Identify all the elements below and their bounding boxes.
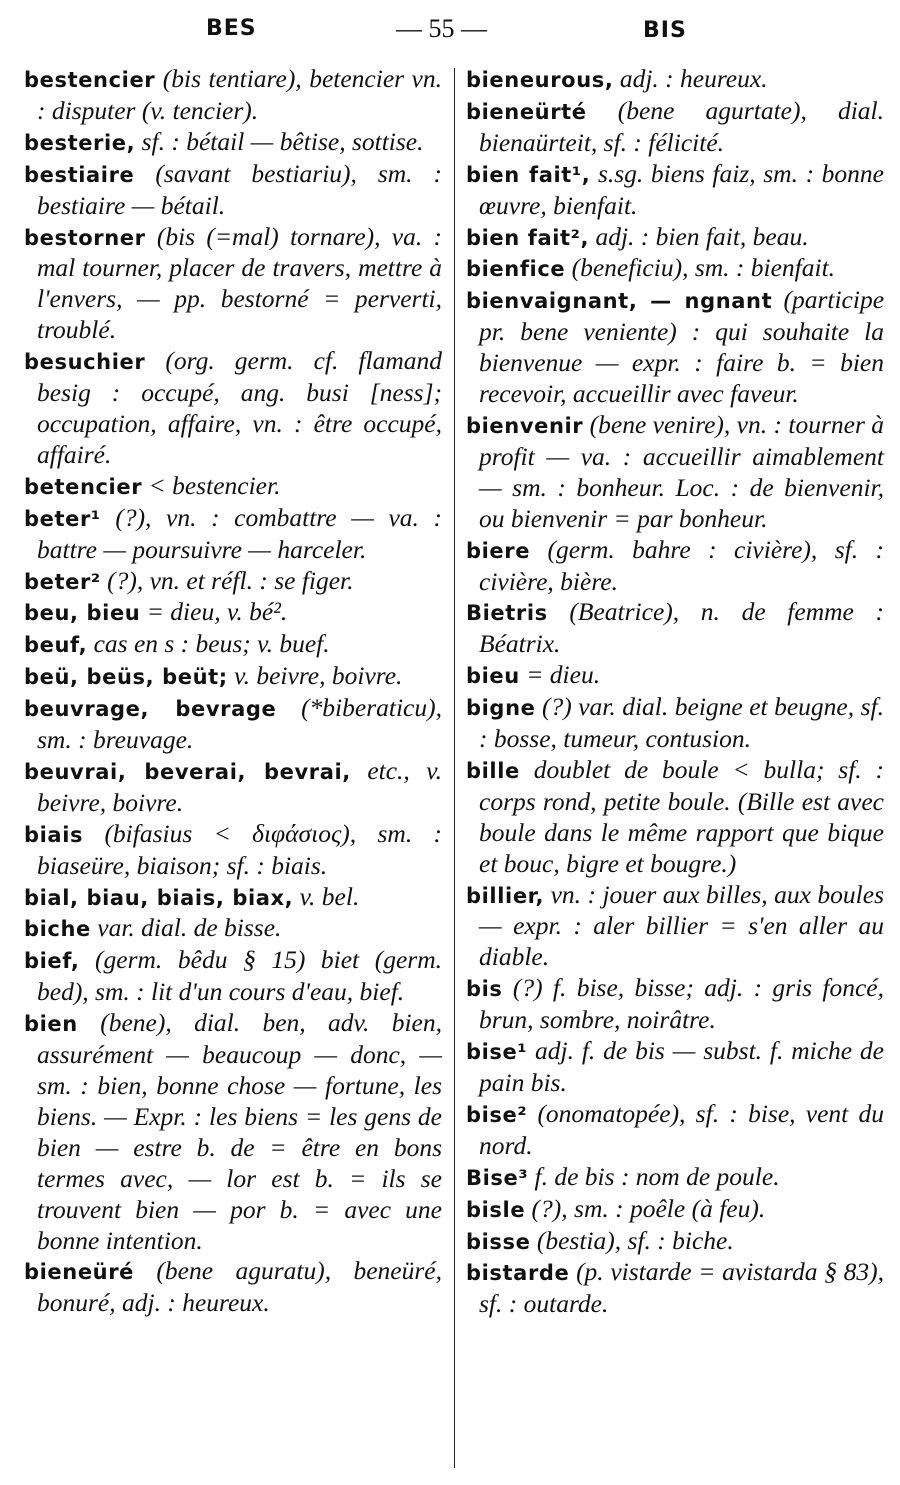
definition: (p. vistarde = avistarda § 83), sf. : outarde. <box>479 1257 884 1319</box>
headword: bise² <box>466 1102 528 1127</box>
dictionary-entry <box>24 882 442 914</box>
definition: (bene venire), vn. : tourner à profit — va. : accueillir aimablement — sm. : bonheur. Loc. : de bienvenir, ou bienvenir = par bonheur. <box>479 409 885 533</box>
dictionary-entry <box>466 96 884 159</box>
definition: adj. : bien fait, beau. <box>595 221 809 251</box>
headword: billier, <box>466 883 545 908</box>
definition: etc., v. beivre, boivre. <box>37 755 442 817</box>
definition: var. dial. de bisse. <box>97 913 282 943</box>
headword: bieu <box>466 664 520 689</box>
headword: bis <box>466 977 503 1002</box>
definition: vn. : jouer aux billes, aux boules — expr. : aler billier = s'en aller au diable. <box>479 879 884 972</box>
dictionary-entry <box>466 597 884 660</box>
headword: beu, bieu <box>24 601 141 626</box>
headword: bieneurous, <box>466 68 614 92</box>
dictionary-entry <box>466 535 884 598</box>
definition: sf. : bétail — bêtise, sottise. <box>141 126 424 156</box>
dictionary-entry <box>24 756 442 819</box>
dictionary-entry <box>24 566 442 598</box>
dictionary-entry <box>466 222 884 254</box>
definition: (savant bestiariu), sm. : bestiaire — bétail. <box>37 158 443 220</box>
dictionary-entry <box>24 1008 442 1256</box>
definition: s.sg. biens faiz, sm. : bonne œuvre, bienfait. <box>479 158 885 220</box>
definition: v. beivre, boivre. <box>234 661 403 691</box>
headword: bial, biau, biais, biax, <box>24 885 294 910</box>
left-column <box>24 64 442 1319</box>
headword: biche <box>24 917 91 942</box>
definition: (onomatopée), sf. : bise, vent du nord. <box>479 1098 885 1160</box>
headword: betencier <box>24 474 143 499</box>
dictionary-entry <box>466 1257 884 1320</box>
headword: beter¹ <box>24 506 101 531</box>
dictionary-entry <box>466 973 884 1036</box>
headword: bien <box>24 1012 78 1037</box>
page-number: — 55 — <box>396 14 487 43</box>
dictionary-entry <box>466 1162 884 1194</box>
headword: bien fait², <box>466 225 590 250</box>
headword: beü, beüs, beüt; <box>24 665 228 690</box>
dictionary-entry <box>466 692 884 755</box>
headword: bisse <box>466 1229 531 1254</box>
dictionary-entry <box>466 880 884 974</box>
dictionary-entry <box>466 1099 884 1162</box>
headword: beuvrage, bevrage <box>24 697 277 722</box>
definition: (bene agurtate), dial. bienaürteit, sf. : félicité. <box>479 95 885 157</box>
definition: = dieu. <box>526 660 601 690</box>
headword: bienvaignant, — ngnant <box>466 289 773 314</box>
definition: = dieu, v. bé². <box>146 597 288 627</box>
headword: beuf, <box>24 633 88 658</box>
dictionary-entry <box>24 913 442 945</box>
dictionary-entry <box>24 346 442 471</box>
definition: (?), vn. : combattre — va. : battre — poursuivre — harceler. <box>37 502 443 564</box>
headword: bieneürté <box>466 99 587 124</box>
dictionary-entry <box>24 471 442 503</box>
headword: bienfice <box>466 257 566 282</box>
definition: doublet de boule < bulla; sf. : corps rond, petite boule. (Bille est avec boule dans le même rapport que bique et bouc, bigre et bougre.) <box>479 754 885 878</box>
definition: (bene), dial. ben, adv. bien, assurément — beaucoup — donc, — sm. : bien, bonne chose — fortune, les biens. — Expr. : les biens = les gens de bien — estre b. de = être en bons termes avec, — lor est b. = ils se trouvent bien — por b. = avec une bonne intention. <box>37 1008 443 1255</box>
headword: bise¹ <box>466 1040 528 1065</box>
headword: bigne <box>466 696 536 721</box>
dictionary-entry <box>24 222 442 347</box>
headword: bief, <box>24 949 80 974</box>
dictionary-entry <box>24 693 442 756</box>
definition: (germ. bêdu § 15) biet (germ. bed), sm. : lit d'un cours d'eau, bief. <box>37 945 442 1007</box>
dictionary-entry <box>466 1194 884 1226</box>
right-column <box>466 64 884 1320</box>
definition: (germ. bahre : civière), sf. : civière, bière. <box>479 534 884 596</box>
dictionary-entry <box>466 64 884 96</box>
headword: bestiaire <box>24 162 135 187</box>
dictionary-entry <box>24 127 442 159</box>
dictionary-entry <box>466 410 884 535</box>
headword: beter² <box>24 569 101 594</box>
headword: besterie, <box>24 130 136 155</box>
definition: adj. : heureux. <box>619 64 768 93</box>
definition: (?), vn. et réfl. : se figer. <box>107 565 354 595</box>
definition: (*biberaticu), sm. : breuvage. <box>37 693 442 755</box>
dictionary-entry <box>466 755 884 880</box>
page-header <box>0 14 900 50</box>
definition: (Beatrice), n. de femme : Béatrix. <box>479 597 884 659</box>
definition: (?) var. dial. beigne et beugne, sf. : bosse, tumeur, contusion. <box>479 692 885 754</box>
headword: besuchier <box>24 350 146 375</box>
headword: bestorner <box>24 225 146 250</box>
definition: adj. f. de bis — subst. f. miche de pain bis. <box>479 1036 885 1097</box>
dictionary-entry <box>466 1226 884 1258</box>
headword: bestencier <box>24 68 156 92</box>
running-head-right: BIS <box>643 18 687 43</box>
definition: (bis tentiare), betencier vn. : disputer (v. tencier). <box>37 64 442 125</box>
definition: (?) f. bise, bisse; adj. : gris foncé, brun, sombre, noirâtre. <box>479 973 884 1035</box>
definition: (org. germ. cf. flamand besig : occupé, ang. busi [ness]; occupation, affaire, vn. : être occupé, affairé. <box>37 346 442 469</box>
headword: bienvenir <box>466 413 584 438</box>
headword: beuvrai, beverai, bevrai, <box>24 759 351 784</box>
dictionary-entry <box>24 64 442 127</box>
headword: bieneüré <box>24 1260 135 1285</box>
running-head-left: BES <box>206 16 257 41</box>
headword: bien fait¹, <box>466 162 591 187</box>
column-divider <box>454 68 455 1468</box>
headword: biere <box>466 538 531 563</box>
headword: bille <box>466 758 520 783</box>
dictionary-entry <box>466 253 884 285</box>
definition: (bestia), sf. : biche. <box>536 1225 734 1255</box>
definition: f. de bis : nom de poule. <box>534 1161 780 1191</box>
dictionary-entry <box>466 159 884 222</box>
definition: (bene aguratu), beneüré, bonuré, adj. : heureux. <box>37 1256 442 1318</box>
dictionary-entry <box>466 285 884 410</box>
dictionary-entry <box>24 503 442 566</box>
dictionary-entry <box>24 661 442 693</box>
dictionary-entry <box>466 660 884 692</box>
dictionary-entry <box>24 945 442 1008</box>
headword: Bise³ <box>466 1165 529 1190</box>
headword: bisle <box>466 1197 526 1222</box>
headword: Bietris <box>466 601 548 626</box>
definition: v. bel. <box>299 881 360 911</box>
headword: biais <box>24 822 84 847</box>
definition: < bestencier. <box>148 470 281 500</box>
dictionary-entry <box>24 1256 442 1319</box>
dictionary-entry <box>24 159 442 222</box>
dictionary-entry <box>24 819 442 882</box>
dictionary-entry <box>24 597 442 629</box>
headword: bistarde <box>466 1261 570 1286</box>
definition: (?), sm. : poêle (à feu). <box>531 1193 766 1223</box>
dictionary-entry <box>24 629 442 661</box>
definition: cas en s : beus; v. buef. <box>93 629 330 659</box>
definition: (bis (=mal) tornare), va. : mal tourner, placer de travers, mettre à l'envers, — pp. bestorné = perverti, troublé. <box>37 221 442 345</box>
dictionary-entry <box>466 1036 884 1099</box>
definition: (participe pr. bene veniente) : qui souhaite la bienvenue — expr. : faire b. = bien recevoir, accueillir avec faveur. <box>479 285 885 409</box>
definition: (beneficiu), sm. : bienfait. <box>571 253 836 283</box>
definition: (bifasius < διφάσιος), sm. : biaseüre, biaison; sf. : biais. <box>37 818 443 880</box>
